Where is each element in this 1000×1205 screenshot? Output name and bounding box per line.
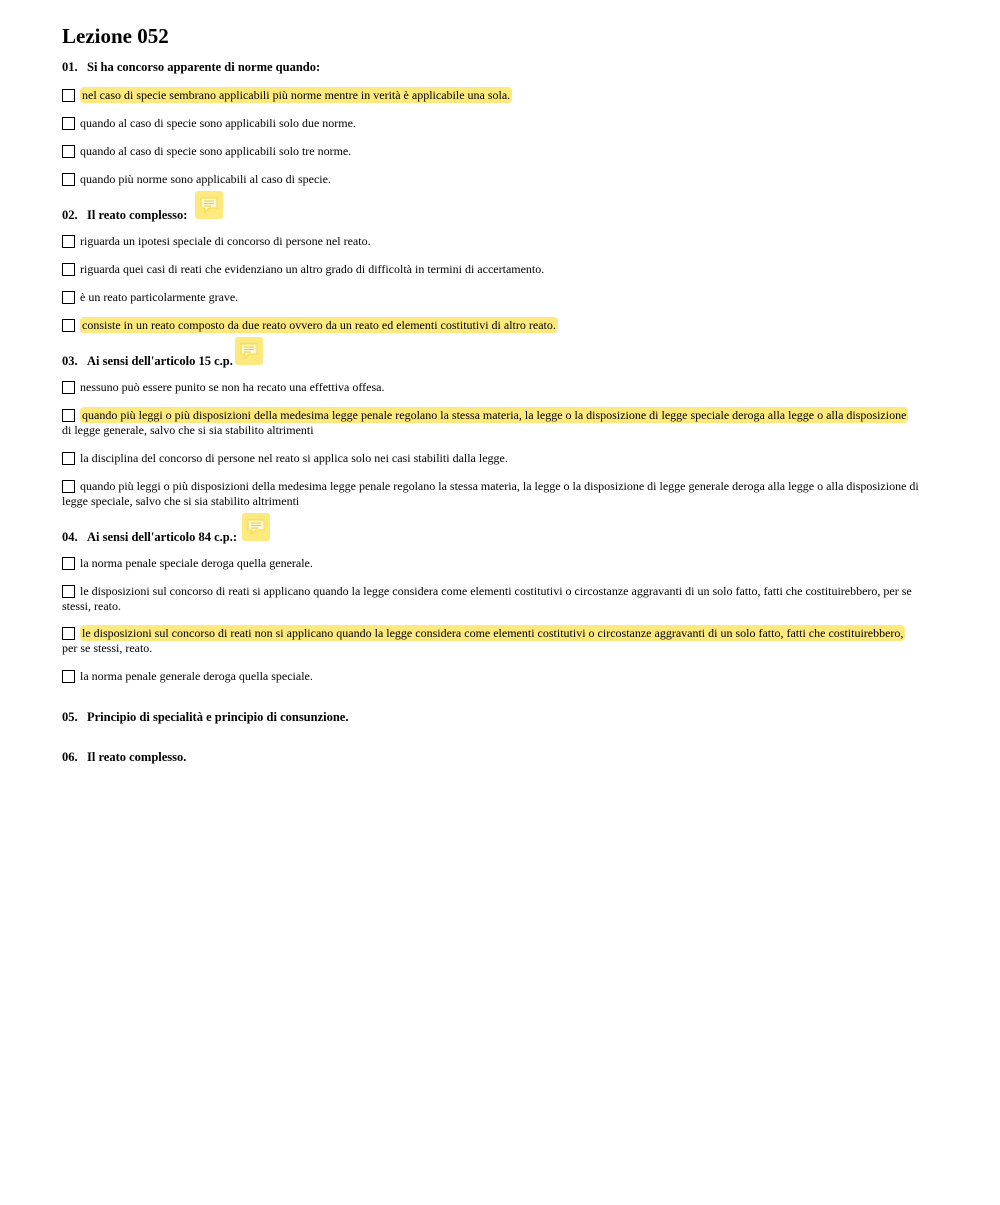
answer-checkbox[interactable] <box>62 235 75 248</box>
answer-option[interactable] <box>62 669 938 684</box>
question-05 <box>62 710 938 725</box>
answer-option[interactable] <box>62 556 938 571</box>
answer-checkbox[interactable] <box>62 117 75 130</box>
answer-text: riguarda quei casi di reati che evidenziano un altro grado di difficoltà in termini di accertamento. <box>80 262 545 276</box>
question-text: Ai sensi dell'articolo 84 c.p.: <box>87 530 237 544</box>
answer-option[interactable] <box>62 584 938 614</box>
answer-checkbox[interactable] <box>62 145 75 158</box>
question-04 <box>62 517 938 684</box>
answer-text: quando più leggi o più disposizioni della medesima legge penale regolano la stessa materia, la legge o la disposizione di legge generale deroga alla legge o alla disposizione di legge speciale, salvo che si sia stabilito altrimenti <box>62 479 919 508</box>
answer-option[interactable] <box>62 626 938 656</box>
answer-text: riguarda un ipotesi speciale di concorso di persone nel reato. <box>80 234 371 248</box>
question-header <box>62 710 938 725</box>
answer-checkbox[interactable] <box>62 585 75 598</box>
answer-checkbox[interactable] <box>62 627 75 640</box>
question-header <box>62 341 938 369</box>
answer-text-continuation: per se stessi, reato. <box>62 641 153 655</box>
answer-text: nessuno può essere punito se non ha recato una effettiva offesa. <box>80 380 385 394</box>
page-title: Lezione 052 <box>62 24 169 48</box>
answer-option[interactable] <box>62 479 938 509</box>
answer-text: la norma penale speciale deroga quella generale. <box>80 556 313 570</box>
question-number: 04. <box>62 530 78 544</box>
question-text: Il reato complesso. <box>87 750 187 764</box>
highlighted-answer-text: quando più leggi o più disposizioni della medesima legge penale regolano la stessa materia, la legge o la disposizione di legge speciale deroga alla legge o alla disposizione <box>82 408 907 422</box>
answer-text: è un reato particolarmente grave. <box>80 290 239 304</box>
answer-text: quando al caso di specie sono applicabili solo tre norme. <box>80 144 352 158</box>
answer-checkbox[interactable] <box>62 381 75 394</box>
answer-checkbox[interactable] <box>62 452 75 465</box>
question-number: 03. <box>62 354 78 368</box>
answer-checkbox[interactable] <box>62 557 75 570</box>
answer-text: le disposizioni sul concorso di reati si applicano quando la legge considera come elementi costitutivi o circostanze aggravanti di un solo fatto, fatti che costituirebbero, per se stessi, reato. <box>62 584 912 613</box>
question-number: 05. <box>62 710 78 724</box>
answer-checkbox[interactable] <box>62 291 75 304</box>
question-text: Il reato complesso: <box>87 208 188 222</box>
answer-text: quando più norme sono applicabili al caso di specie. <box>80 172 331 186</box>
highlighted-answer-text: le disposizioni sul concorso di reati non si applicano quando la legge considera come elementi costitutivi o circostanze aggravanti di un solo fatto, fatti che costituirebbero, <box>82 626 904 640</box>
answer-option[interactable] <box>62 318 938 333</box>
question-text: Si ha concorso apparente di norme quando: <box>87 60 321 74</box>
comment-icon[interactable] <box>195 191 223 219</box>
answer-checkbox[interactable] <box>62 173 75 186</box>
answer-option[interactable] <box>62 380 938 395</box>
answer-option[interactable] <box>62 234 938 249</box>
answer-checkbox[interactable] <box>62 89 75 102</box>
highlighted-answer-text: nel caso di specie sembrano applicabili più norme mentre in verità è applicabile una sola. <box>82 88 511 102</box>
highlighted-answer-text: consiste in un reato composto da due reato ovvero da un reato ed elementi costitutivi di altro reato. <box>82 318 556 332</box>
question-number: 01. <box>62 60 78 74</box>
answer-checkbox[interactable] <box>62 670 75 683</box>
comment-icon[interactable] <box>242 513 270 541</box>
answer-option[interactable] <box>62 172 938 187</box>
answer-option[interactable] <box>62 144 938 159</box>
answer-option[interactable] <box>62 116 938 131</box>
question-header <box>62 195 938 223</box>
answer-text: la disciplina del concorso di persone nel reato si applica solo nei casi stabiliti dalla legge. <box>80 451 508 465</box>
question-06 <box>62 750 938 765</box>
answer-option[interactable] <box>62 262 938 277</box>
answer-checkbox[interactable] <box>62 263 75 276</box>
answer-checkbox[interactable] <box>62 319 75 332</box>
question-text: Principio di specialità e principio di consunzione. <box>87 710 349 724</box>
answer-checkbox[interactable] <box>62 409 75 422</box>
question-03 <box>62 341 938 509</box>
document-page <box>62 24 938 765</box>
question-header <box>62 60 938 75</box>
answer-text-continuation: di legge generale, salvo che si sia stabilito altrimenti <box>62 423 314 437</box>
question-header <box>62 750 938 765</box>
answer-checkbox[interactable] <box>62 480 75 493</box>
question-01 <box>62 60 938 187</box>
answer-text: la norma penale generale deroga quella speciale. <box>80 669 313 683</box>
answer-option[interactable] <box>62 408 938 438</box>
question-text: Ai sensi dell'articolo 15 c.p. <box>87 354 233 368</box>
question-number: 02. <box>62 208 78 222</box>
answer-option[interactable] <box>62 290 938 305</box>
answer-option[interactable] <box>62 88 938 103</box>
comment-icon[interactable] <box>235 337 263 365</box>
question-number: 06. <box>62 750 78 764</box>
question-02 <box>62 195 938 333</box>
answer-text: quando al caso di specie sono applicabili solo due norme. <box>80 116 356 130</box>
answer-option[interactable] <box>62 451 938 466</box>
question-header <box>62 517 938 545</box>
